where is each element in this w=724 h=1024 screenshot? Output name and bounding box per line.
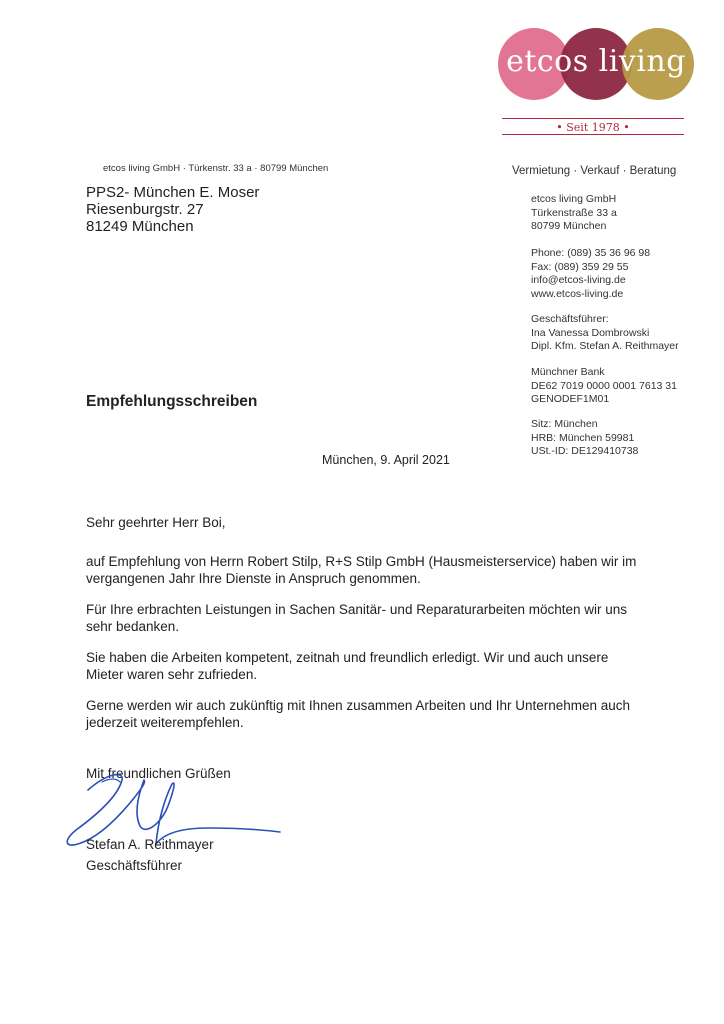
bank-line: Münchner Bank xyxy=(531,366,605,378)
company-logo xyxy=(498,28,694,100)
logo-since: • Seit 1978 • xyxy=(556,121,630,134)
recipient-line: 81249 München xyxy=(86,218,194,235)
signer-title: Geschäftsführer xyxy=(86,858,183,873)
registry-line: Sitz: München xyxy=(531,418,598,430)
company-address-block xyxy=(531,193,617,234)
company-line: 80799 München xyxy=(531,220,607,232)
letter-signer xyxy=(86,834,214,876)
letter-date: München, 9. April 2021 xyxy=(322,453,450,467)
registry-line: USt.-ID: DE129410738 xyxy=(531,445,639,457)
bank-line: DE62 7019 0000 0001 7613 31 xyxy=(531,379,677,392)
letter-subject: Empfehlungsschreiben xyxy=(86,393,258,410)
company-services: Vermietung · Verkauf · Beratung xyxy=(512,165,677,177)
recipient-line: Riesenburgstr. 27 xyxy=(86,201,204,218)
letter-salutation: Sehr geehrter Herr Boi, xyxy=(86,515,226,530)
company-line: etcos living GmbH xyxy=(531,193,617,205)
recipient-address xyxy=(86,184,259,235)
bank-block xyxy=(531,366,677,407)
letter-paragraph: auf Empfehlung von Herrn Robert Stilp, R+S Stilp GmbH (Hausmeisterservice) haben wir im vergangenen Jahr Ihre Dienste in Anspruch genommen. xyxy=(86,554,637,586)
letter-paragraph: Gerne werden wir auch zukünftig mit Ihnen zusammen Arbeiten und Ihr Unternehmen auch jederzeit weiterempfehlen. xyxy=(86,698,631,730)
bank-line: GENODEF1M01 xyxy=(531,393,610,405)
sender-return-address: etcos living GmbH · Türkenstr. 33 a · 80799 München xyxy=(103,163,329,174)
logo-wordmark: etcos living xyxy=(506,44,686,79)
letter-closing: Mit freundlichen Grüßen xyxy=(86,766,231,781)
company-contact-block xyxy=(531,247,650,301)
letter-paragraph: Für Ihre erbrachten Leistungen in Sachen Sanitär- und Reparaturarbeiten möchten wir uns sehr bedanken. xyxy=(86,602,628,634)
signer-name: Stefan A. Reithmayer xyxy=(86,837,214,852)
recipient-line: PPS2- München E. Moser xyxy=(86,184,260,201)
letter-body xyxy=(86,514,646,745)
logo-divider-top xyxy=(502,118,684,119)
management-block xyxy=(531,313,679,354)
registry-block xyxy=(531,418,638,459)
management-line: Geschäftsführer: xyxy=(531,313,609,325)
contact-phone: Phone: (089) 35 36 96 98 xyxy=(531,247,651,259)
letter-paragraph: Sie haben die Arbeiten kompetent, zeitnah und freundlich erledigt. Wir und auch unsere Mieter waren sehr zufrieden. xyxy=(86,650,609,682)
management-line: Ina Vanessa Dombrowski xyxy=(531,326,650,339)
logo-divider-bottom xyxy=(502,134,684,135)
management-line: Dipl. Kfm. Stefan A. Reithmayer xyxy=(531,340,679,352)
contact-fax: Fax: (089) 359 29 55 xyxy=(531,260,629,273)
contact-email: info@etcos-living.de xyxy=(531,274,626,286)
contact-website: www.etcos-living.de xyxy=(531,287,624,300)
company-line: Türkenstraße 33 a xyxy=(531,206,617,219)
registry-line: HRB: München 59981 xyxy=(531,431,635,444)
